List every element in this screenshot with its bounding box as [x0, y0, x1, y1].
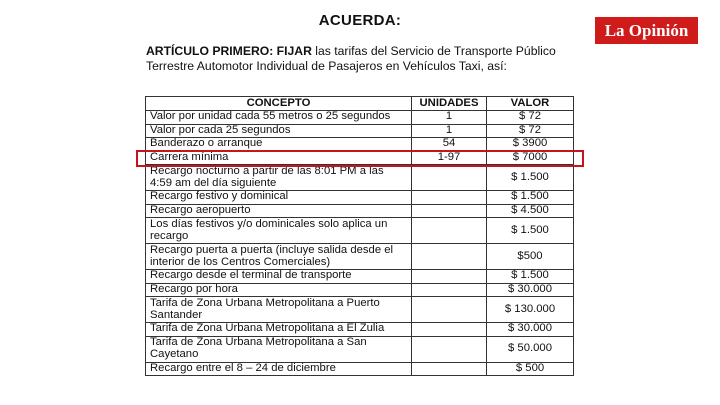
table-row — [146, 111, 574, 125]
cell-unidades — [412, 191, 487, 205]
table-row — [146, 283, 574, 297]
table-row — [146, 191, 574, 205]
table-row — [146, 362, 574, 376]
intro-paragraph — [146, 44, 566, 74]
cell-concepto: Recargo por hora — [146, 283, 412, 297]
table-row — [146, 323, 574, 337]
cell-unidades: 1-97 — [412, 151, 487, 165]
table-row — [146, 336, 574, 362]
cell-unidades: 54 — [412, 138, 487, 152]
cell-valor: $ 1.500 — [487, 270, 574, 284]
cell-valor: $ 50.000 — [487, 336, 574, 362]
cell-concepto: Valor por unidad cada 55 metros o 25 segundos — [146, 111, 412, 125]
intro-text: las tarifas del Servicio de Transporte Público Terrestre Automotor Individual de Pasajeros en Vehículos Taxi, así: — [146, 44, 556, 73]
cell-concepto: Recargo entre el 8 – 24 de diciembre — [146, 362, 412, 376]
cell-concepto: Tarifa de Zona Urbana Metropolitana a El Zulia — [146, 323, 412, 337]
cell-unidades — [412, 270, 487, 284]
cell-unidades — [412, 297, 487, 323]
cell-concepto: Los días festivos y/o dominicales solo aplica un recargo — [146, 218, 412, 244]
cell-unidades — [412, 244, 487, 270]
cell-unidades: 1 — [412, 111, 487, 125]
cell-valor: $ 1.500 — [487, 165, 574, 191]
header-concepto: CONCEPTO — [146, 97, 412, 111]
cell-unidades — [412, 204, 487, 218]
cell-concepto: Carrera mínima — [146, 151, 412, 165]
document-heading: ACUERDA: — [318, 12, 402, 29]
carrera-minima-highlight — [136, 150, 584, 167]
cell-unidades — [412, 323, 487, 337]
cell-unidades — [412, 218, 487, 244]
cell-valor: $500 — [487, 244, 574, 270]
cell-unidades — [412, 362, 487, 376]
cell-concepto: Recargo festivo y dominical — [146, 191, 412, 205]
cell-valor: $ 4.500 — [487, 204, 574, 218]
header-unidades: UNIDADES — [412, 97, 487, 111]
cell-valor: $ 72 — [487, 124, 574, 138]
tariff-table — [145, 96, 574, 376]
table-row — [146, 297, 574, 323]
la-opinion-logo: La Opinión — [595, 17, 698, 44]
table-row — [146, 244, 574, 270]
table-row — [146, 270, 574, 284]
cell-unidades — [412, 336, 487, 362]
cell-unidades — [412, 283, 487, 297]
header-valor: VALOR — [487, 97, 574, 111]
cell-valor: $ 130.000 — [487, 297, 574, 323]
cell-valor: $ 30.000 — [487, 323, 574, 337]
cell-unidades — [412, 165, 487, 191]
cell-concepto: Valor por cada 25 segundos — [146, 124, 412, 138]
table-row — [146, 124, 574, 138]
cell-valor: $ 30.000 — [487, 283, 574, 297]
cell-concepto: Banderazo o arranque — [146, 138, 412, 152]
cell-concepto: Recargo aeropuerto — [146, 204, 412, 218]
cell-concepto: Recargo desde el terminal de transporte — [146, 270, 412, 284]
intro-bold-text: ARTÍCULO PRIMERO: FIJAR — [146, 44, 312, 58]
cell-concepto: Recargo nocturno a partir de las 8:01 PM a las 4:59 am del día siguiente — [146, 165, 412, 191]
cell-valor: $ 3900 — [487, 138, 574, 152]
cell-valor: $ 500 — [487, 362, 574, 376]
cell-concepto: Tarifa de Zona Urbana Metropolitana a Puerto Santander — [146, 297, 412, 323]
cell-concepto: Tarifa de Zona Urbana Metropolitana a San Cayetano — [146, 336, 412, 362]
table-row — [146, 165, 574, 191]
table-header-row — [146, 97, 574, 111]
cell-unidades: 1 — [412, 124, 487, 138]
cell-valor: $ 1.500 — [487, 191, 574, 205]
table-row — [146, 218, 574, 244]
cell-valor: $ 7000 — [487, 151, 574, 165]
table-row — [146, 204, 574, 218]
cell-concepto: Recargo puerta a puerta (incluye salida desde el interior de los Centros Comerciales) — [146, 244, 412, 270]
table-row — [146, 138, 574, 152]
cell-valor: $ 1.500 — [487, 218, 574, 244]
cell-valor: $ 72 — [487, 111, 574, 125]
